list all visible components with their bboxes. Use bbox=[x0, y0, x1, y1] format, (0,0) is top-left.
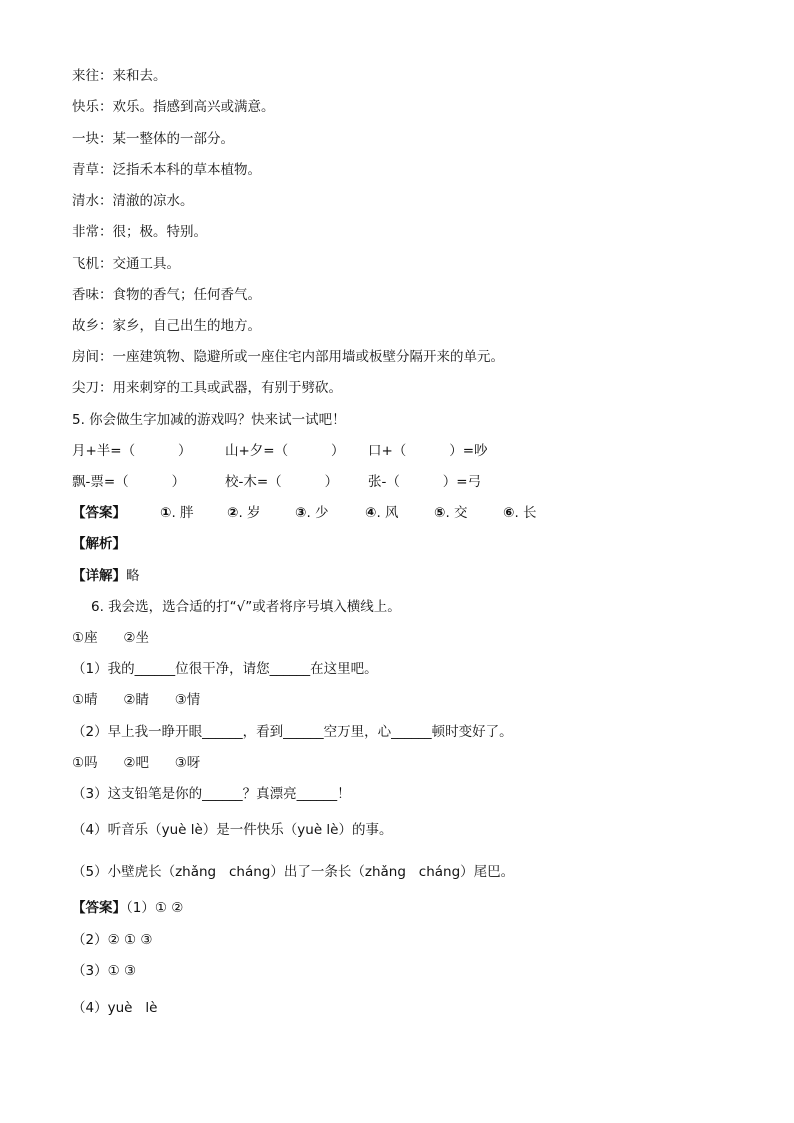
q5-item: 口+（ ）=吵 bbox=[368, 443, 488, 459]
answer-item bbox=[160, 503, 194, 523]
answer-label: 【答案】 bbox=[72, 900, 126, 916]
q5-item: 张-（ ）=弓 bbox=[368, 474, 482, 490]
analysis-label: 【解析】 bbox=[72, 536, 126, 552]
q6-sentence-1: （1）我的______位很干净，请您______在这里吧。 bbox=[72, 661, 378, 677]
question-5-title: 5. 你会做生字加减的游戏吗？快来试一试吧！ bbox=[72, 412, 346, 428]
definition-line: 故乡：家乡，自己出生的地方。 bbox=[72, 318, 261, 334]
answer-text: （1）① ② bbox=[126, 900, 184, 916]
answer-item bbox=[434, 503, 468, 523]
q6-sentence-3: （3）这支铅笔是你的______？真漂亮______！ bbox=[72, 786, 351, 802]
q6-sentence-4: （4）听音乐（yuè lè）是一件快乐（yuè lè）的事。 bbox=[72, 822, 393, 838]
q6-options-2: ①晴 ②睛 ③情 bbox=[72, 692, 201, 708]
answer-text: . 长 bbox=[514, 505, 537, 521]
definition-line: 青草：泛指禾本科的草本植物。 bbox=[72, 162, 261, 178]
definition-line: 香味：食物的香气；任何香气。 bbox=[72, 287, 261, 303]
q6-answer-1 bbox=[72, 898, 183, 918]
answer-text: . 胖 bbox=[171, 505, 194, 521]
q6-sentence-5: （5）小壁虎长（zhǎng cháng）出了一条长（zhǎng cháng）尾巴。 bbox=[72, 864, 515, 880]
q5-answer-row bbox=[72, 503, 722, 523]
answer-item bbox=[295, 503, 329, 523]
answer-number: ② bbox=[227, 505, 239, 521]
definition-line: 房间：一座建筑物、隐避所或一座住宅内部用墙或板壁分隔开来的单元。 bbox=[72, 349, 504, 365]
q6-answer-4: （4）yuè lè bbox=[72, 1000, 158, 1016]
definition-line: 来往：来和去。 bbox=[72, 68, 167, 84]
definition-line: 尖刀：用来刺穿的工具或武器，有别于劈砍。 bbox=[72, 380, 342, 396]
q6-options-3: ①吗 ②吧 ③呀 bbox=[72, 755, 201, 771]
detail-label: 【详解】 bbox=[72, 568, 126, 584]
answer-number: ④ bbox=[365, 505, 377, 521]
answer-number: ⑥ bbox=[503, 505, 515, 521]
answer-number: ③ bbox=[295, 505, 307, 521]
answer-item bbox=[227, 503, 261, 523]
q5-item: 飘-票=（ ） bbox=[72, 474, 186, 490]
q5-row-1 bbox=[72, 441, 722, 461]
q6-sentence-2: （2）早上我一睁开眼______，看到______空万里，心______顿时变好了。 bbox=[72, 724, 513, 740]
answer-text: . 交 bbox=[445, 505, 468, 521]
answer-item bbox=[503, 503, 537, 523]
q5-item: 校-木=（ ） bbox=[225, 474, 339, 490]
definition-line: 快乐：欢乐。指感到高兴或满意。 bbox=[72, 99, 275, 115]
answer-number: ① bbox=[160, 505, 172, 521]
definition-line: 一块：某一整体的一部分。 bbox=[72, 131, 234, 147]
detail-text: 略 bbox=[126, 568, 140, 584]
q6-answer-3: （3）① ③ bbox=[72, 963, 137, 979]
answer-label: 【答案】 bbox=[72, 505, 126, 521]
question-6-title: 6. 我会选，选合适的打“√”或者将序号填入横线上。 bbox=[91, 599, 401, 615]
answer-number: ⑤ bbox=[434, 505, 446, 521]
q5-row-2 bbox=[72, 472, 722, 492]
definition-line: 非常：很；极。特别。 bbox=[72, 224, 207, 240]
q5-item: 山+夕=（ ） bbox=[225, 443, 345, 459]
definition-line: 清水：清澈的凉水。 bbox=[72, 193, 194, 209]
answer-text: . 岁 bbox=[238, 505, 261, 521]
answer-text: . 风 bbox=[376, 505, 399, 521]
answer-text: . 少 bbox=[306, 505, 329, 521]
q6-options-1: ①座 ②坐 bbox=[72, 630, 149, 646]
q5-item: 月+半=（ ） bbox=[72, 443, 192, 459]
q6-answer-2: （2）② ① ③ bbox=[72, 932, 153, 948]
answer-item bbox=[365, 503, 399, 523]
definition-line: 飞机：交通工具。 bbox=[72, 256, 180, 272]
detail-line bbox=[72, 566, 140, 586]
